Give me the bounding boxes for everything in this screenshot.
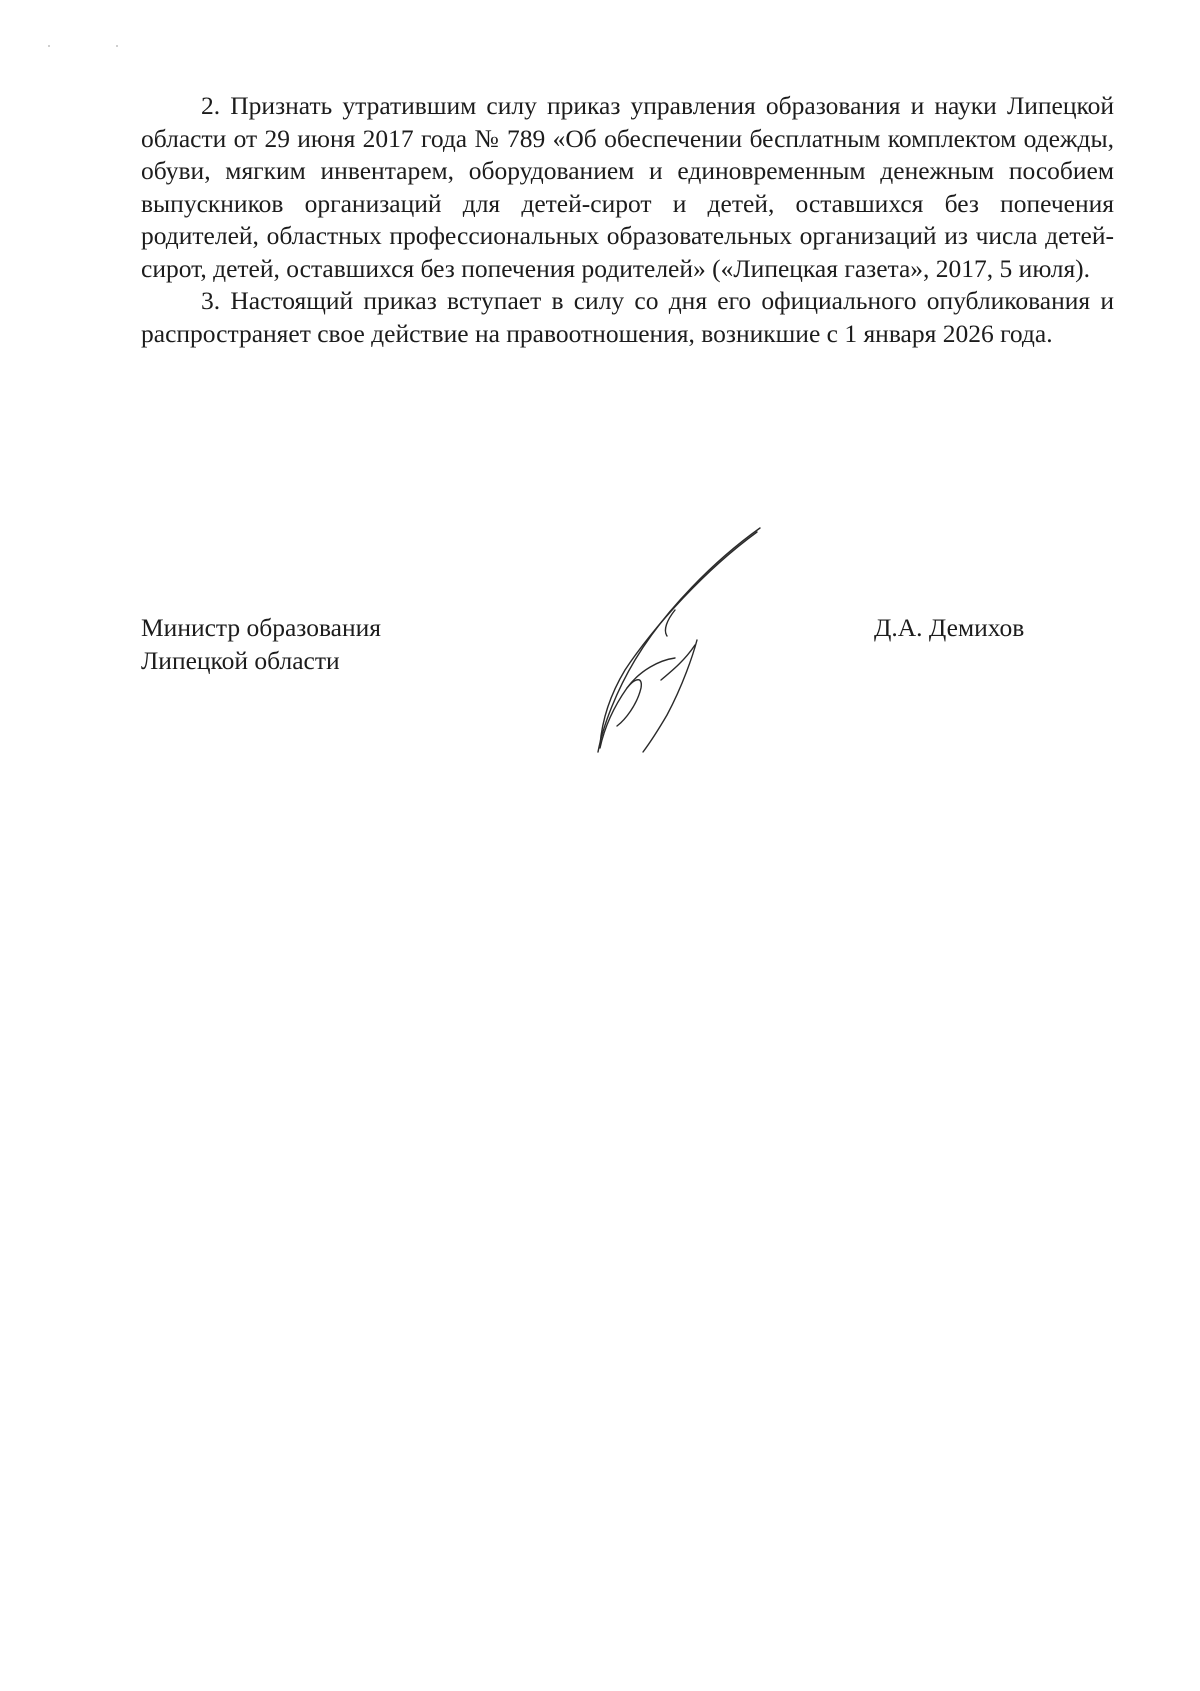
signer-position-line-1: Министр образования xyxy=(141,613,382,642)
signer-position xyxy=(141,612,381,677)
signer-name: Д.А. Демихов xyxy=(874,613,1025,642)
paragraph-3: 3. Настоящий приказ вступает в силу со дня его официального опубликования и распространяет свое действие на правоотношения, возникшие с 1 января 2026 года. xyxy=(141,286,1114,348)
handwritten-signature xyxy=(545,520,775,760)
scan-speck xyxy=(48,45,50,47)
signer-position-line-2: Липецкой области xyxy=(141,645,340,675)
scan-speck xyxy=(116,45,118,47)
document-body xyxy=(141,90,1114,350)
paragraph-2: 2. Признать утратившим силу приказ управления образования и науки Липецкой области от 29 июня 2017 года № 789 «Об обеспечении бесплатным комплектом одежды, обуви, мягким инвентарем, оборудованием и единовременным денежным пособием выпускников организаций для детей-сирот и детей, оставшихся без попечения родителей, областных профессиональных образовательных организаций из числа детей-сирот, детей, оставшихся без попечения родителей» («Липецкая газета», 2017, 5 июля). xyxy=(141,91,1114,283)
